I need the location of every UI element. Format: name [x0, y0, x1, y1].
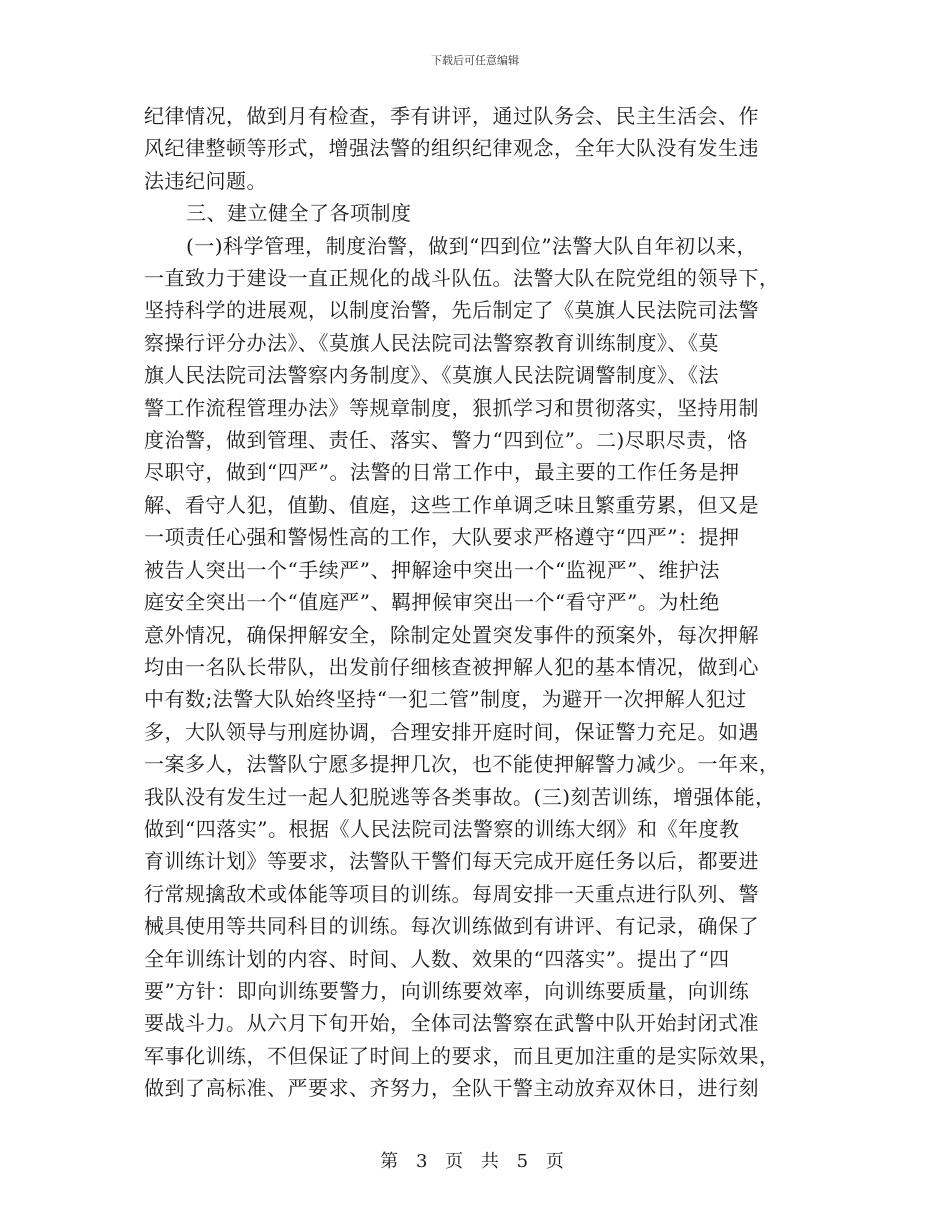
body-text	[144, 100, 812, 1105]
body-line: 育训练计划》等要求，法警队干警们每天完成开庭任务以后，都要进	[144, 849, 759, 874]
body-line: 度治警，做到管理、责任、落实、警力“四到位”。二)尽职尽责，恪	[144, 428, 748, 453]
body-line: 一案多人，法警队宁愿多提押几次，也不能使押解警力减少。一年来，	[144, 752, 780, 777]
body-line: 做到了高标准、严要求、齐努力，全队干警主动放弃双休日，进行刻	[144, 1076, 759, 1101]
body-line: 行常规擒敌术或体能等项目的训练。每周安排一天重点进行队列、警	[144, 881, 759, 906]
body-line: 械具使用等共同科目的训练。每次训练做到有讲评、有记录，确保了	[144, 914, 759, 939]
body-line: 全年训练计划的内容、时间、人数、效果的“四落实”。提出了“四	[144, 946, 730, 971]
body-line: 警工作流程管理办法》等规章制度，狠抓学习和贯彻落实，坚持用制	[144, 395, 759, 420]
body-line: 尽职守，做到“四严”。法警的日常工作中，最主要的工作任务是押	[144, 460, 740, 485]
body-line: 庭安全突出一个“值庭严”、羁押候审突出一个“看守严”。为杜绝	[144, 590, 720, 615]
body-line: 中有数;法警大队始终坚持“一犯二管”制度，为避开一次押解人犯过	[144, 687, 747, 712]
body-line: 坚持科学的进展观，以制度治警，先后制定了《莫旗人民法院司法警	[144, 298, 759, 323]
body-line: 风纪律整顿等形式，增强法警的组织纪律观念，全年大队没有发生违	[144, 136, 759, 161]
body-line: 意外情况，确保押解安全，除制定处置突发事件的预案外，每次押解	[144, 622, 759, 647]
body-line: 被告人突出一个“手续严”、押解途中突出一个“监视严”、维护法	[144, 557, 720, 582]
body-line: 多，大队领导与刑庭协调，合理安排开庭时间，保证警力充足。如遇	[144, 719, 759, 744]
body-line: 我队没有发生过一起人犯脱逃等各类事故。(三)刻苦训练，增强体能，	[144, 784, 776, 809]
body-line: 一直致力于建设一直正规化的战斗队伍。法警大队在院党组的领导下，	[144, 266, 780, 291]
body-line: 要”方针：即向训练要警力，向训练要效率，向训练要质量，向训练	[144, 978, 750, 1003]
body-line: 旗人民法院司法警察内务制度》、《莫旗人民法院调警制度》、《法	[144, 363, 719, 388]
body-line: 要战斗力。从六月下旬开始，全体司法警察在武警中队开始封闭式准	[144, 1011, 759, 1036]
body-line: 均由一名队长带队，出发前仔细核查被押解人犯的基本情况，做到心	[144, 654, 759, 679]
body-line: 做到“四落实”。根据《人民法院司法警察的训练大纲》和《年度教	[144, 816, 740, 841]
body-line: 察操行评分办法》、《莫旗人民法院司法警察教育训练制度》、《莫	[144, 330, 719, 355]
body-line: 解、看守人犯，值勤、值庭，这些工作单调乏味且繁重劳累，但又是	[144, 492, 759, 517]
body-line: 法违纪问题。	[144, 168, 267, 193]
body-line: 纪律情况，做到月有检查，季有讲评，通过队务会、民主生活会、作	[144, 104, 759, 128]
body-line: 一项责任心强和警惕性高的工作，大队要求严格遵守“四严”：提押	[144, 525, 740, 550]
header-note: 下载后可任意编辑	[431, 54, 519, 67]
section-heading: 三、建立健全了各项制度	[186, 201, 412, 226]
body-line: 军事化训练，不但保证了时间上的要求，而且更加注重的是实际效果，	[144, 1043, 780, 1068]
body-line: (一)科学管理，制度治警，做到“四到位”法警大队自年初以来，	[186, 233, 758, 258]
page-number: 第 3 页 共 5 页	[380, 1151, 570, 1172]
